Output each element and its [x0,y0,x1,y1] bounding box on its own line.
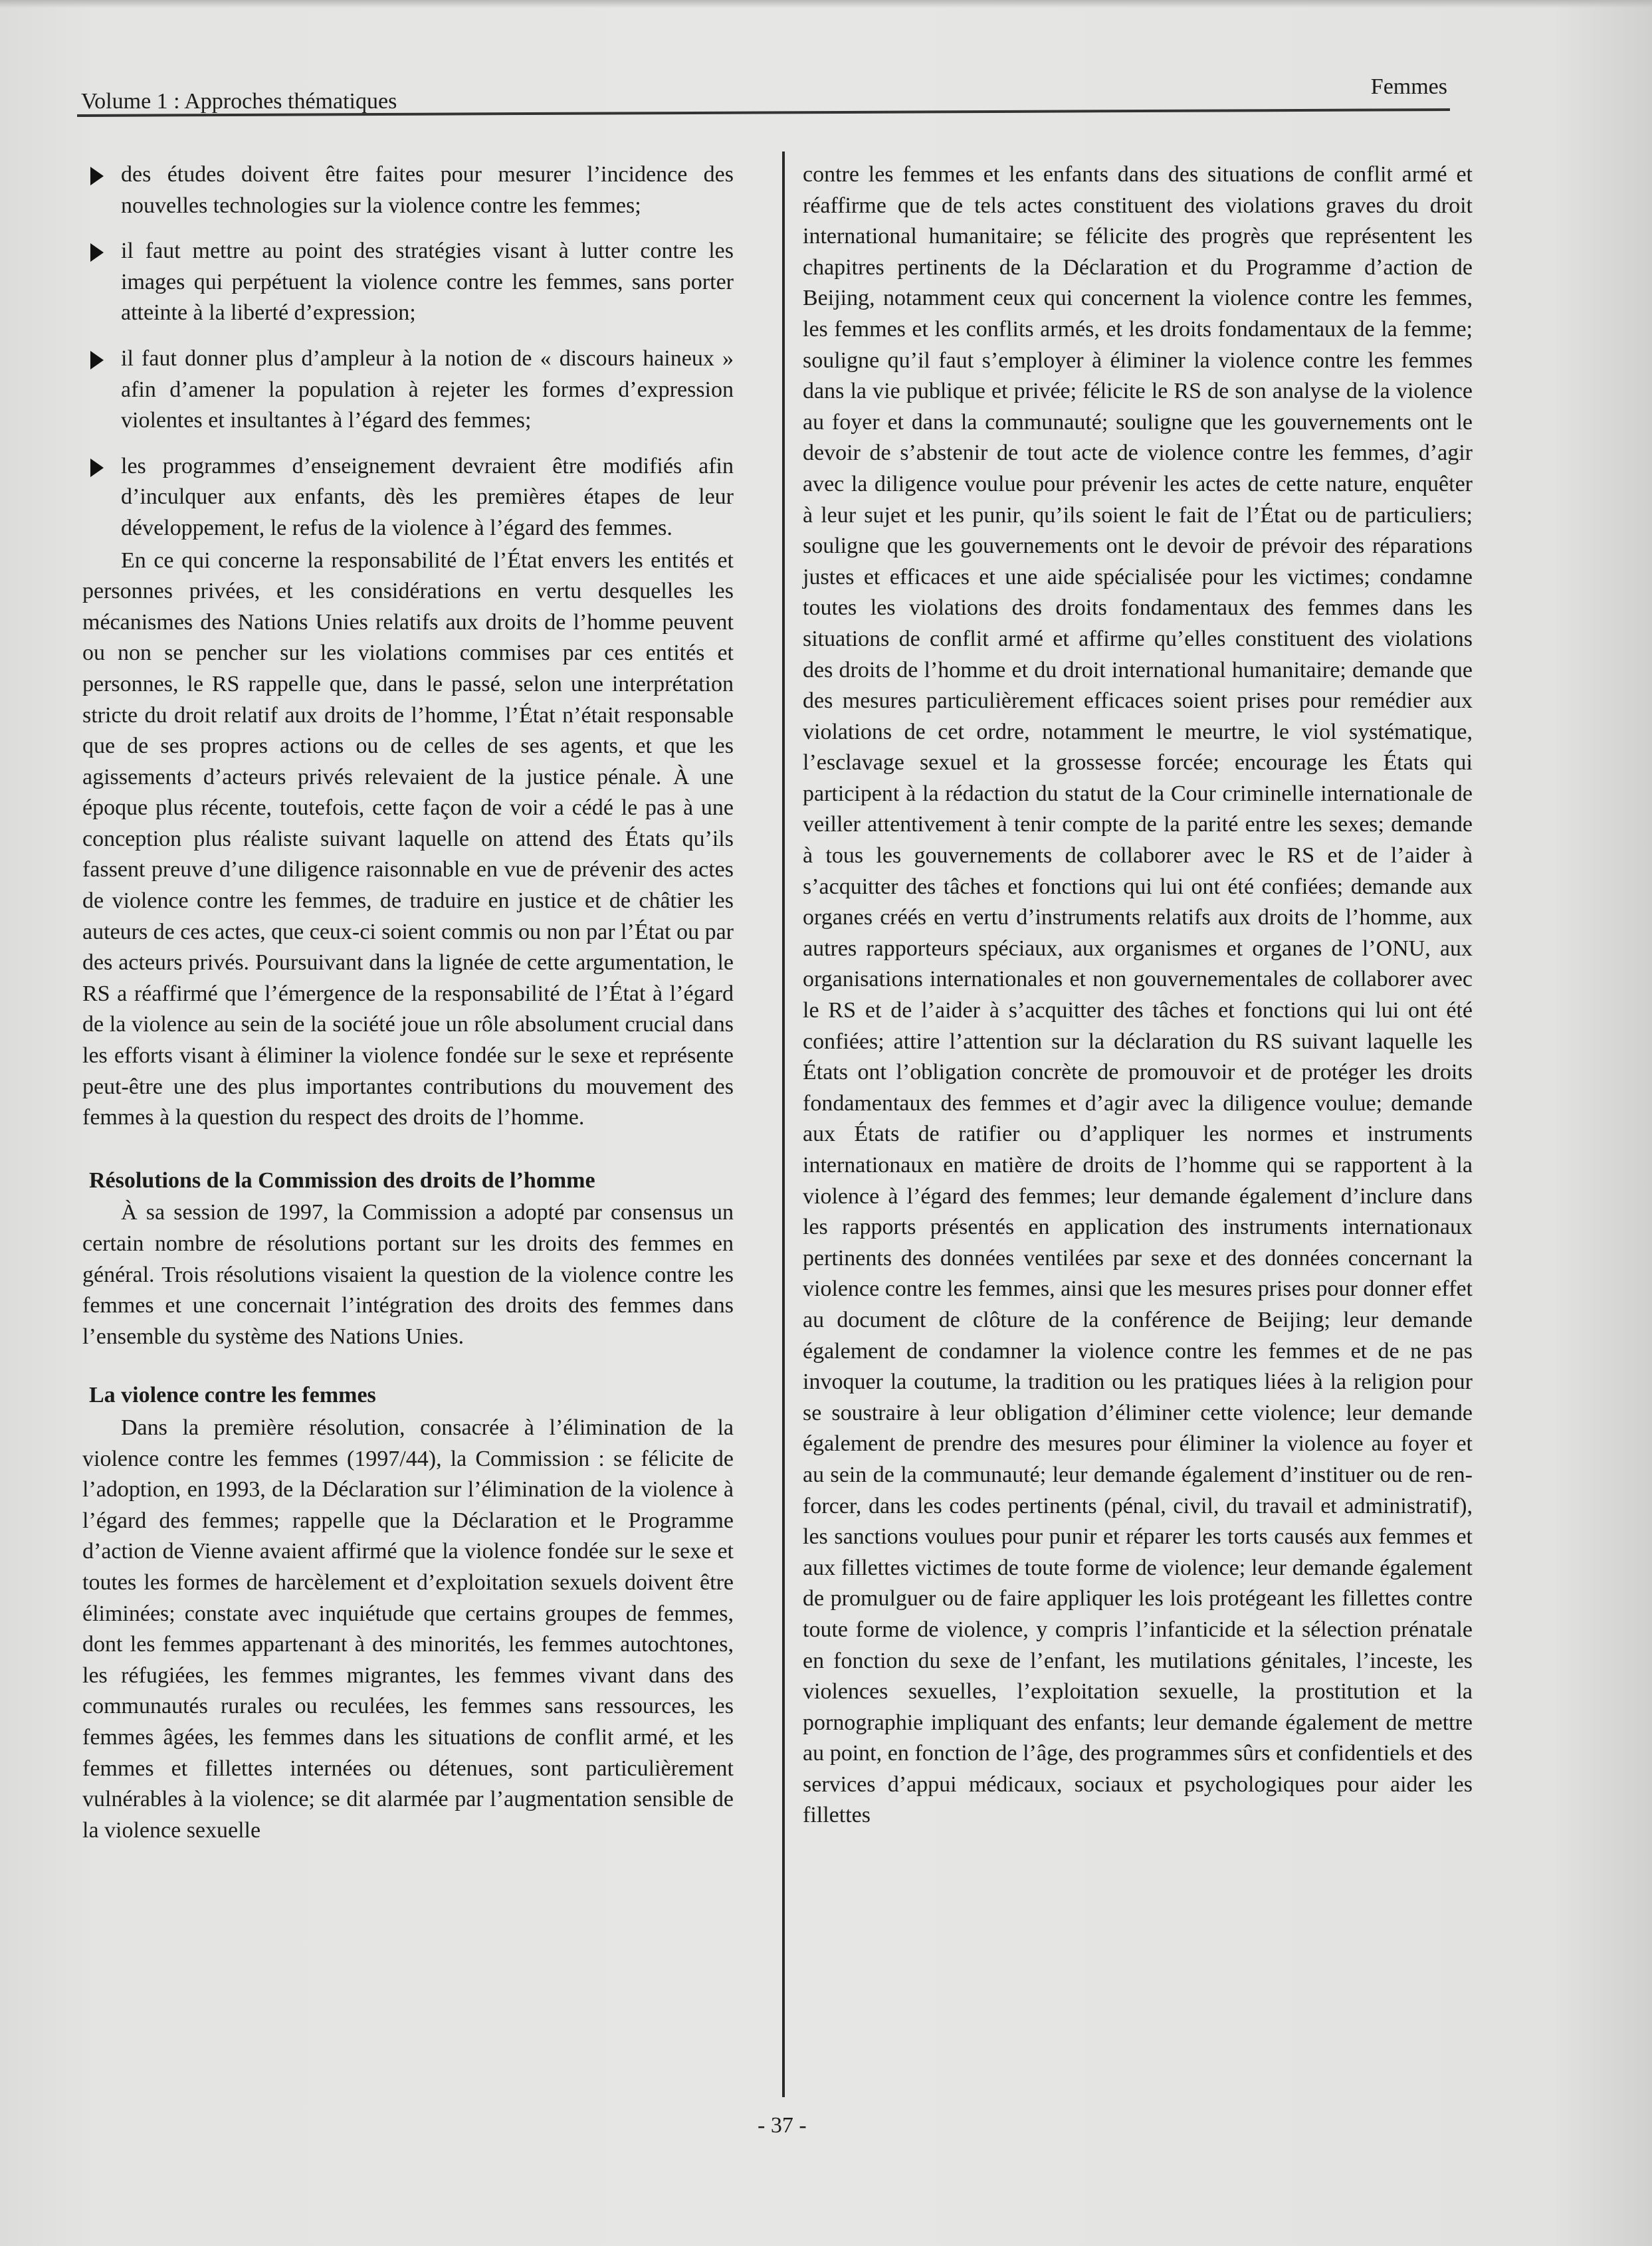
triangle-bullet-icon [90,351,104,369]
paragraph-first-resolution: Dans la première résolution, consacrée à l’élimination de la violence contre les femmes (1997/44), la Commission : se félicite de l’adoption, en 1993, de la Déclaration sur l’élimination de la violence à l’égard des femmes; rappelle que la Déclaration et le Programme d’action de Vienne avaient affirmé que la violence fondée sur le sexe et toutes les formes de harcèlement et d’exploitation sexuels doivent être éliminées; constate avec inquiétude que certains groupes de femmes, dont les femmes appartenant à des minorités, les femmes autochtones, les réfugiées, les femmes migrantes, les femmes vivant dans des communautés rurales ou reculées, les femmes sans ressources, les femmes âgées, les femmes dans les situations de conflit armé, et les femmes et fillettes internées ou détenues, sont particulièrement vulnérables à la violence; se dit alarmée par l’augmentation sensible de la violence sexuelle [82,1415,734,1843]
running-header-section: Femmes [1370,74,1447,99]
bullet-item [82,344,734,437]
column-divider [782,152,785,2097]
paragraph-resolutions: À sa session de 1997, la Commission a adopté par consensus un certain nombre de résolutions portant sur les droits des femmes en général. Trois résolutions visaient la question de la violence contre les femmes et une concernait l’intégration des droits des femmes dans l’ensemble du système des Nations Unies. [82,1200,734,1349]
bullet-text: il faut mettre au point des stratégies visant à lutter contre les images qui perpétuent la violence contre les femmes, sans porter atteinte à la liberté d’expression; [121,239,734,326]
paragraph-continuation: contre les femmes et les enfants dans des situations de conflit armé et réaffirme que de tels actes constituent des violations graves du droit international humanitaire; se félicite des progrès que représentent les chapitres pertinents de la Déclaration et du Programme d’action de Beijing, notamment ceux qui concernent la violence contre les femmes, les femmes et les conflits armés, et les droits fondamentaux de la femme; souligne qu’il faut s’employer à éliminer la violence contre les femmes dans la vie publique et privée; félicite le RS de son analyse de la violence au foyer et dans la communauté; souligne que les gouvernements ont le devoir de s’abstenir de tout acte de violence contre les femmes, d’agir avec la diligence voulue pour prévenir les actes de cette nature, enquêter à leur sujet et les punir, qu’ils soient le fait de l’État ou de particuliers; souligne que les gouvernements ont le devoir de prévoir des réparations justes et efficaces et une aide spécialisée pour les victimes; condamne toutes les violations des droits fondamentaux des femmes dans les situations de conflit armé et affirme qu’elles constituent des violations des droits de l’homme et du droit international humanitaire; demande que des mesures particulièrement efficaces soient prises pour remédier aux violations de cet ordre, notamment le meurtre, le viol systématique, l’esclavage sexuel et la grossesse forcée; encourage les États qui participent à la rédaction du statut de la Cour criminelle internationale de veiller attentivement à tenir compte de la parité entre les sexes; demande à tous les gouvernements de collaborer avec le RS et de l’aider à s’acquitter des tâches et fonctions qui lui ont été confiées; demande aux organes créés en vertu d’instruments relatifs aux droits de l’homme, aux autres rapporteurs spéciaux, aux organismes et organes de l’ONU, aux organisations internationales et non gouvernementales de collaborer avec le RS et de l’aider à s’acquitter des tâches et fonctions qui lui ont été confiées; attire l’attention sur la déclaration du RS suivant laquelle les États ont l’obligation concrète de promouvoir et de protéger les droits fondamentaux des femmes et d’agir avec la diligence voulue; demande aux États de ratifier ou d’appliquer les normes et instruments internationaux en matière de droits de l’homme qui se rapportent à la violence à l’égard des femmes; leur demande également d’inclure dans les rapports présentés en application des instruments internationaux pertinents des données ventilées par sexe et des données concernant la violence contre les femmes, ainsi que les mesures prises pour donner effet au document de clôture de la conférence de Beijing; leur demande également de condamner la violence contre les femmes et de ne pas invoquer la coutume, la tradition ou les pratiques liées à la religion pour se soustraire à leur obligation d’éliminer cette violence; leur demande également de prendre des mesures pour éliminer la violence au foyer et au sein de la communauté; leur demande également d’instituer ou de renforcer, dans les codes pertinents (pénal, civil, du travail et administratif), les sanctions voulues pour punir et réparer les torts causés aux femmes et aux fillettes victimes de toute forme de violence; leur demande également de promulguer ou de faire appliquer les lois protégeant les fillettes contre toute forme de violence, y compris l’infanticide et la sélection prénatale en fonction du sexe de l’enfant, les mutilations génitales, l’inceste, les violences sexuelles, l’exploitation sexuelle, la prostitution et la pornographie impliquant des enfants; leur demande également de mettre au point, en fonction de l’âge, des programmes sûrs et confidentiels et des services d’appui médicaux, sociaux et psychologiques pour aider les fillettes [803,162,1473,1828]
bullet-text: il faut donner plus d’ampleur à la notion de « discours haineux » afin d’amener la population à rejeter les formes d’expression violentes et insultantes à l’égard des femmes; [121,346,734,433]
triangle-bullet-icon [90,459,104,477]
running-header-volume: Volume 1 : Approches thématiques [81,89,397,114]
section-heading-resolutions: Résolutions de la Commission des droits de l’homme [89,1168,595,1193]
bullet-text: des études doivent être faites pour mesurer l’incidence des nouvelles technologies sur la violence contre les femmes; [121,162,734,218]
section-heading-violence: La violence contre les femmes [89,1383,376,1408]
bullet-item [82,159,734,221]
bullet-item [82,451,734,544]
left-column [82,159,734,1846]
page-number: - 37 - [758,2113,807,2138]
paragraph-state-responsibility: En ce qui concerne la responsabilité de l’État envers les entités et personnes privées, et les considérations en vertu desquelles les mécanismes des Nations Unies relatifs aux droits de l’homme peuvent ou non se pencher sur les violations commises par ces entités et personnes, le RS rappelle que, dans le passé, selon une interprétation stricte du droit relatif aux droits de l’homme, l’État n’était responsable que de ses propres actions ou de celles de ses agents, et que les agissements d’acteurs privés relevaient de la justice pénale. À une époque plus récente, toutefois, cette façon de voir a cédé le pas à une conception plus réaliste suivant laquelle on attend des États qu’ils fassent preuve d’une diligence raisonnable en vue de prévenir des actes de violence contre les femmes, de traduire en justice et de châtier les auteurs de ces actes, que ceux-ci soient commis ou non par l’État ou par des acteurs privés. Poursuivant dans la lignée de cette argumentation, le RS a réaffirmé que l’émergence de la responsabilité de l’État à l’égard de la violence au sein de la société joue un rôle absolument crucial dans les efforts visant à éliminer la violence fondée sur le sexe et représente peut-être une des plus importantes contributions du mouvement des femmes à la question du respect des droits de l’homme. [82,548,734,1130]
right-column [803,159,1473,1831]
bullet-text: les programmes d’enseignement devraient être modifiés afin d’inculquer aux enfants, dès les premières étapes de leur développement, le refus de la violence à l’égard des femmes. [121,453,734,540]
triangle-bullet-icon [90,243,104,262]
scan-shadow [0,0,1652,8]
triangle-bullet-icon [90,167,104,185]
bullet-item [82,236,734,329]
